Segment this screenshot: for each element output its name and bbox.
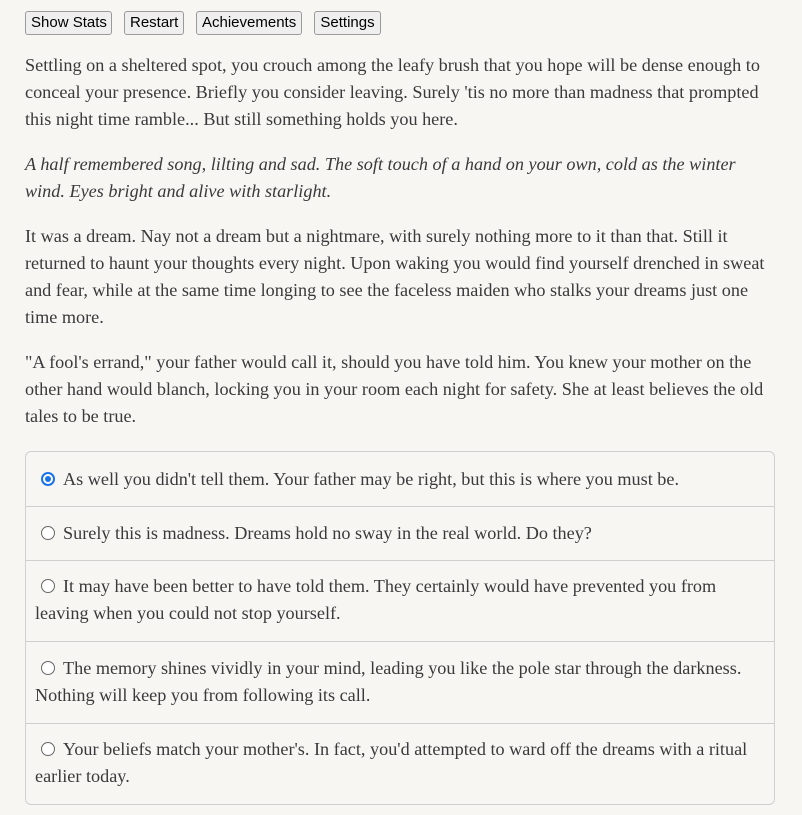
radio-selected-icon[interactable]	[41, 472, 55, 486]
settings-button[interactable]: Settings	[314, 11, 381, 35]
radio-icon[interactable]	[41, 742, 55, 756]
choice-label: Surely this is madness. Dreams hold no sway in the real world. Do they?	[63, 523, 592, 543]
story-paragraph-italic: A half remembered song, lilting and sad. The soft touch of a hand on your own, cold as the winter wind. Eyes bright and alive with starlight.	[25, 154, 736, 201]
choice-label: As well you didn't tell them. Your father may be right, but this is where you must be.	[63, 469, 680, 489]
choice-option[interactable]	[26, 452, 774, 507]
choice-option[interactable]	[26, 507, 774, 561]
choice-list	[25, 451, 775, 805]
choice-option[interactable]	[26, 561, 774, 642]
restart-button[interactable]: Restart	[124, 11, 184, 35]
achievements-button[interactable]: Achievements	[196, 11, 302, 35]
story-paragraph: "A fool's errand," your father would call it, should you have told him. You knew your mother on the other hand would blanch, locking you in your room each night for safety. She at least believes the old tales to be true.	[25, 352, 764, 426]
radio-icon[interactable]	[41, 579, 55, 593]
choice-label: It may have been better to have told them. They certainly would have prevented you from leaving when you could not stop yourself.	[35, 576, 717, 623]
toolbar	[25, 11, 391, 35]
radio-icon[interactable]	[41, 526, 55, 540]
radio-icon[interactable]	[41, 661, 55, 675]
choice-option[interactable]	[26, 642, 774, 724]
choice-label: Your beliefs match your mother's. In fact, you'd attempted to ward off the dreams with a ritual earlier today.	[35, 739, 748, 786]
choice-option[interactable]	[26, 724, 774, 804]
show-stats-button[interactable]: Show Stats	[25, 11, 112, 35]
story-paragraph: It was a dream. Nay not a dream but a nightmare, with surely nothing more to it than that. Still it returned to haunt your thoughts every night. Upon waking you would find yourself drenched in sweat and fear, while at the same time longing to see the faceless maiden who stalks your dreams just one time more.	[25, 226, 765, 327]
choice-label: The memory shines vividly in your mind, leading you like the pole star through the darkness. Nothing will keep you from following its call.	[35, 658, 742, 705]
story-text	[25, 52, 777, 448]
story-paragraph: Settling on a sheltered spot, you crouch among the leafy brush that you hope will be dense enough to conceal your presence. Briefly you consider leaving. Surely 'tis no more than madness that prompted this night time ramble... But still something holds you here.	[25, 55, 760, 129]
